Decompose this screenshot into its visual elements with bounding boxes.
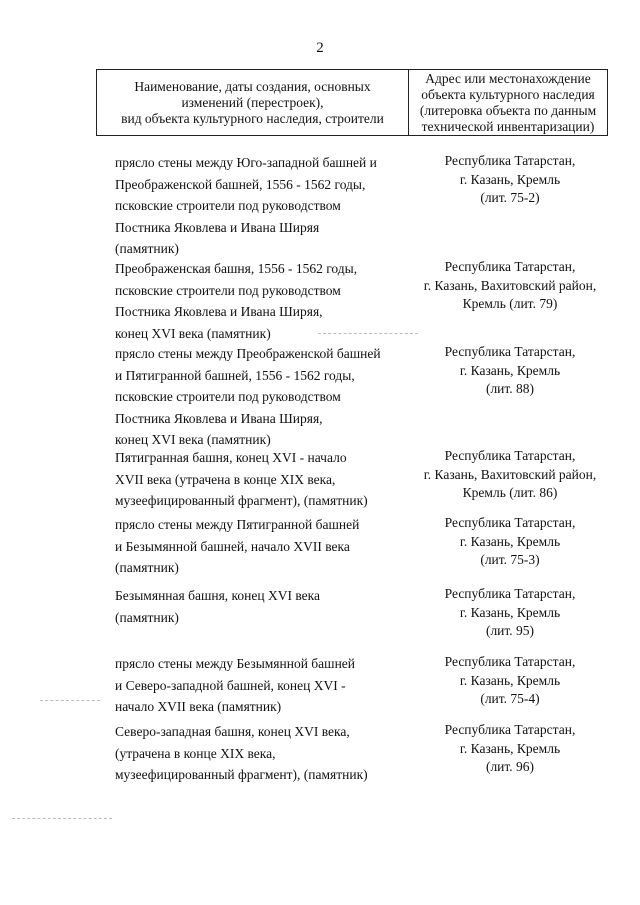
object-name: Северо-западная башня, конец XVI века, (утрачена в конце XIX века, музеефицированный фрагмент), (памятник) xyxy=(115,724,368,782)
object-address: Республика Татарстан, г. Казань, Вахитовский район, Кремль (лит. 79) xyxy=(423,259,597,311)
scan-artifact xyxy=(12,818,112,819)
object-address: Республика Татарстан, г. Казань, Кремль (лит. 75-4) xyxy=(444,654,576,706)
object-address: Республика Татарстан, г. Казань, Кремль (лит. 96) xyxy=(444,722,576,774)
object-name: Безымянная башня, конец XVI века (памятник) xyxy=(115,588,320,625)
object-address: Республика Татарстан, г. Казань, Кремль (лит. 88) xyxy=(444,344,576,396)
header-name-column xyxy=(97,70,409,135)
object-name: прясло стены между Пятигранной башней и Безымянной башней, начало XVII века (памятник) xyxy=(115,517,360,575)
object-address: Республика Татарстан, г. Казань, Кремль (лит. 75-3) xyxy=(444,515,576,567)
object-name: Преображенская башня, 1556 - 1562 годы, псковские строители под руководством Постника Яковлева и Ивана Ширяя, конец XVI века (памятник) xyxy=(115,261,358,341)
scan-artifact xyxy=(318,333,418,334)
object-name: прясло стены между Юго-западной башней и Преображенской башней, 1556 - 1562 годы, псковские строители под руководством Постника Яковлева и Ивана Ширяя (памятник) xyxy=(115,155,377,256)
object-name: Пятигранная башня, конец XVI - начало XVII века (утрачена в конце XIX века, музеефицированный фрагмент), (памятник) xyxy=(115,450,368,508)
object-address: Республика Татарстан, г. Казань, Кремль (лит. 75-2) xyxy=(444,153,576,205)
header-name-label: Наименование, даты создания, основных изменений (перестроек), вид объекта культурного наследия, строители xyxy=(121,78,384,126)
header-address-label: Адрес или местонахождение объекта культурного наследия (литеровка объекта по данным технической инвентаризации) xyxy=(419,70,597,134)
object-name: прясло стены между Безымянной башней и Северо-западной башней, конец XVI - начало XVII века (памятник) xyxy=(115,656,356,714)
object-name: прясло стены между Преображенской башней и Пятигранной башней, 1556 - 1562 годы, псковские строители под руководством Постника Яковлева и Ивана Ширяя, конец XVI века (памятник) xyxy=(115,346,381,447)
page-number: 2 xyxy=(316,40,324,56)
header-address-column xyxy=(409,70,607,135)
table-header xyxy=(96,69,608,136)
object-address: Республика Татарстан, г. Казань, Кремль (лит. 95) xyxy=(444,586,576,638)
scan-artifact xyxy=(40,700,100,701)
object-address: Республика Татарстан, г. Казань, Вахитовский район, Кремль (лит. 86) xyxy=(423,448,597,500)
